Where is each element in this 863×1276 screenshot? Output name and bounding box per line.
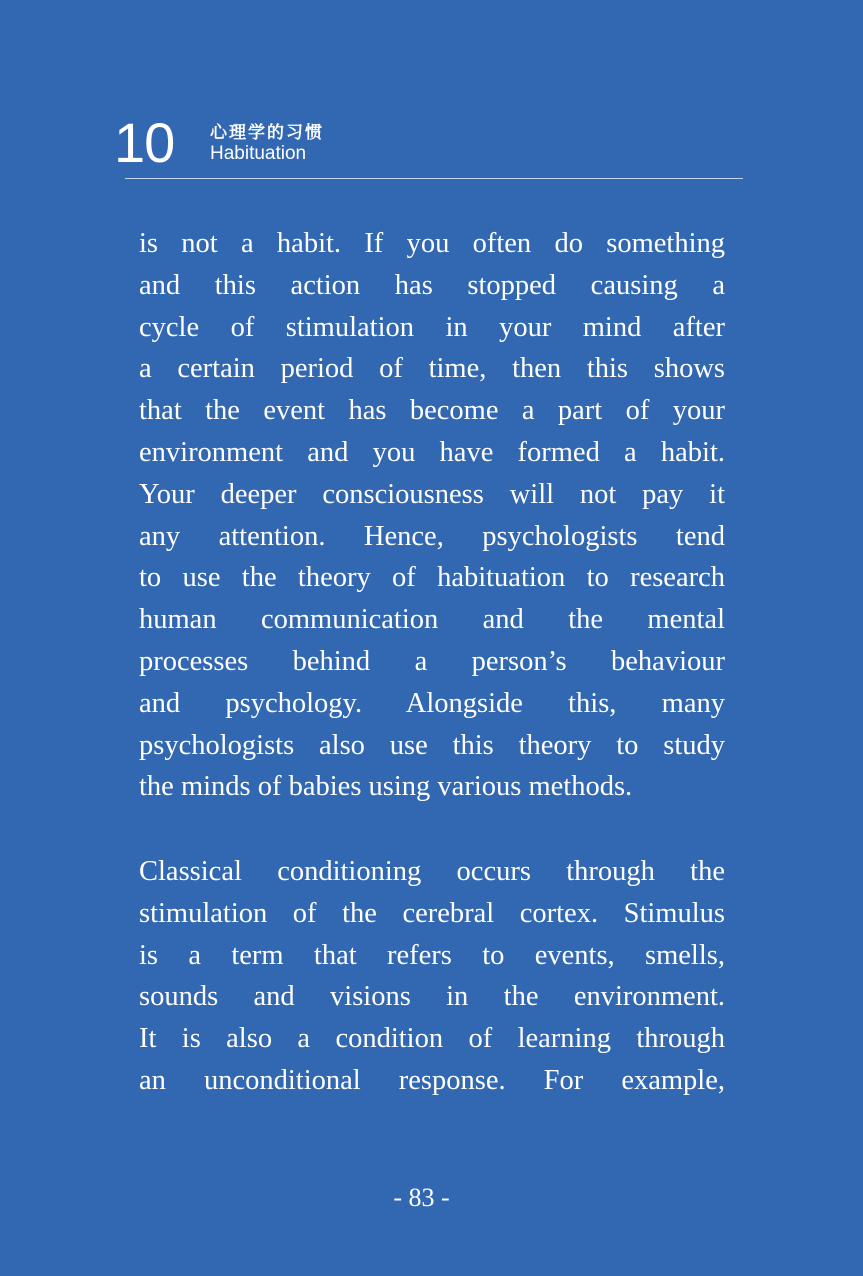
text-line: It is also a condition of learning through <box>139 1023 725 1055</box>
text-line: an unconditional response. For example, <box>139 1064 725 1096</box>
chapter-header <box>114 108 744 180</box>
text-line: and psychology. Alongside this, many <box>139 687 725 719</box>
header-divider <box>125 178 743 179</box>
page-number: - 83 - <box>393 1183 450 1212</box>
text-line: Your deeper consciousness will not pay it <box>139 478 725 510</box>
chapter-title-english: Habituation <box>210 143 307 164</box>
text-line: Classical conditioning occurs through the <box>139 856 725 887</box>
text-line: environment and you have formed a habit. <box>139 436 725 468</box>
text-line: that the event has become a part of your <box>139 395 725 427</box>
text-line: is not a habit. If you often do something <box>139 228 725 259</box>
text-line: is a term that refers to events, smells, <box>139 939 725 971</box>
chapter-titles <box>210 122 324 164</box>
body-paragraph-1 <box>139 223 725 808</box>
text-line: psychologists also use this theory to study <box>139 729 725 761</box>
text-line: sounds and visions in the environment. <box>139 981 725 1013</box>
text-line: processes behind a person’s behaviour <box>139 645 725 677</box>
text-line: cycle of stimulation in your mind after <box>139 311 725 343</box>
chapter-number: 10 <box>114 111 175 174</box>
text-line: and this action has stopped causing a <box>139 269 725 301</box>
text-line: to use the theory of habituation to research <box>139 562 725 594</box>
text-line: a certain period of time, then this shows <box>139 353 725 385</box>
text-line: the minds of babies using various methods. <box>139 771 633 803</box>
chapter-title-chinese: 心理学的习惯 <box>210 123 324 143</box>
text-line: any attention. Hence, psychologists tend <box>139 520 725 552</box>
text-line: stimulation of the cerebral cortex. Stimulus <box>139 897 725 929</box>
body-paragraph-2 <box>139 851 725 1102</box>
text-line: human communication and the mental <box>139 604 725 636</box>
